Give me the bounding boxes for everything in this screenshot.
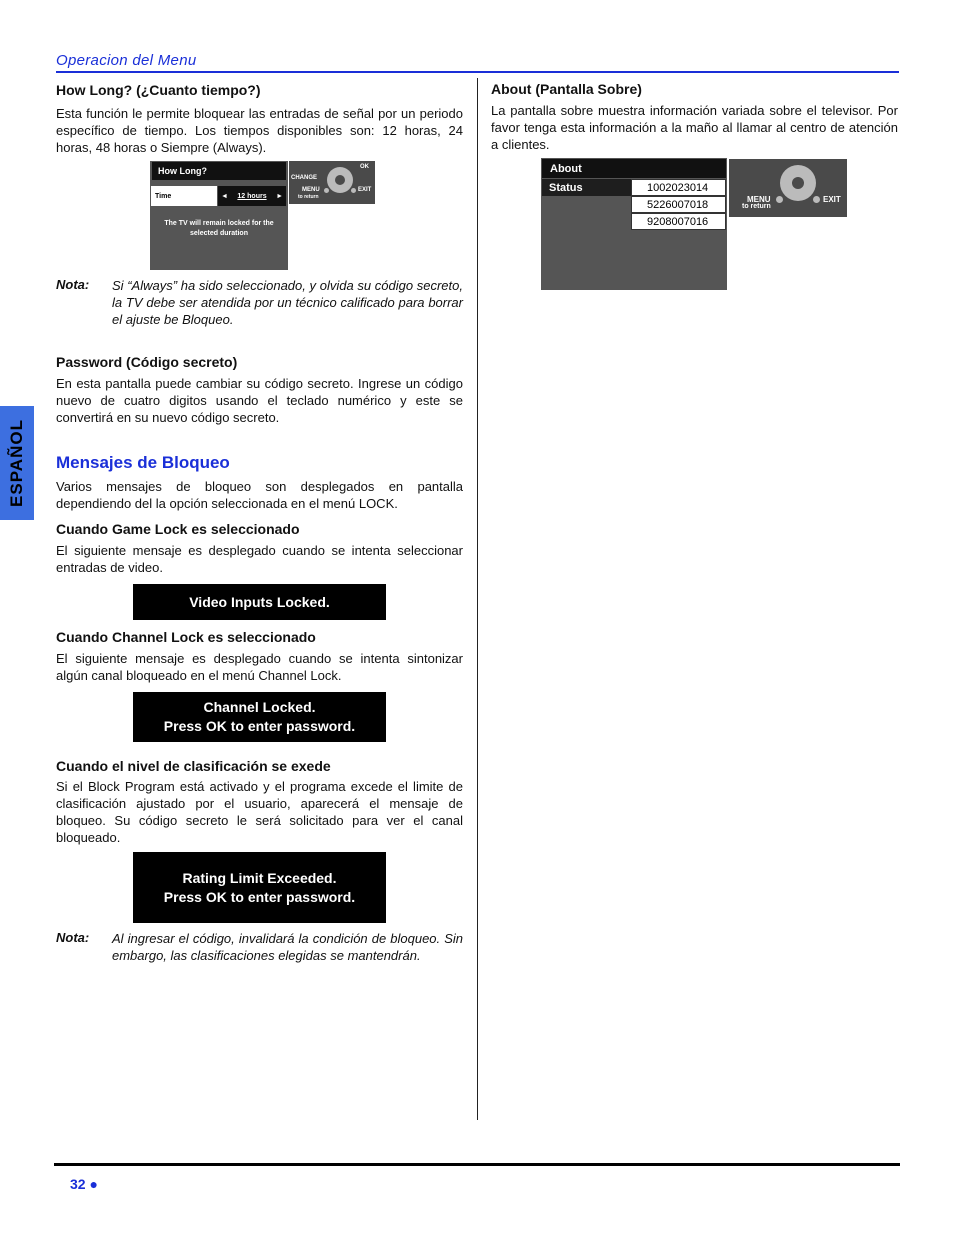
dpad-icon [327,167,353,193]
status-row-label: Status [542,179,631,196]
lock-duration-message: The TV will remain locked for the selected duration [164,220,274,237]
remote-guide-2 [729,159,847,217]
footer-rule [54,1163,900,1166]
menu-button-icon [776,196,783,203]
remote-guide-1 [289,161,375,204]
change-label: CHANGE [291,175,318,181]
page-number: 32 ● [70,1176,98,1192]
nota-1-label: Nota: [56,277,90,292]
to-return-label: to return [298,194,319,200]
video-inputs-locked-message [133,584,386,620]
rating-limit-message [133,852,386,923]
screen-title: How Long? [152,162,286,180]
ok-label: OK [360,164,369,170]
time-value-selector[interactable] [218,186,286,206]
channel-locked-message [133,692,386,742]
rating-body: Si el Block Program está activado y el programa excede el limite de clasificación ajustado por el usuario, aparecerá el mensaje de bloqueo. Su código secreto le será solicitado para ver el canal bloqueado. [56,779,463,845]
rating-limit-line2: Press OK to enter password. [163,888,356,905]
channel-locked-line1: Channel Locked. [203,699,316,715]
menu-label: MENU [747,195,771,204]
channel-lock-body: El siguiente mensaje es desplegado cuando se intenta sintonizar algún canal bloqueado en el menú Channel Lock. [56,651,463,683]
password-body: En esta pantalla puede cambiar su código secreto. Ingrese un código nuevo de cuatro digitos usando el teclado numérico y este se convertirá en su nuevo código secreto. [56,376,463,425]
channel-locked-line2: Press OK to enter password. [163,718,356,734]
status-value-1: 1002023014 [631,179,726,196]
how-long-heading: How Long? (¿Cuanto tiempo?) [56,82,261,98]
about-body: La pantalla sobre muestra información variada sobre el televisor. Por favor tenga esta información a la maño al llamar al centro de atención a clientes. [491,103,898,152]
about-screen [541,158,727,290]
status-value-2: 5226007018 [631,196,726,213]
mensajes-title: Mensajes de Bloqueo [56,453,230,472]
password-heading: Password (Código secreto) [56,354,238,370]
game-lock-body: El siguiente mensaje es desplegado cuando se intenta seleccionar entradas de video. [56,543,463,575]
video-inputs-locked-text: Video Inputs Locked. [189,593,330,610]
column-divider [477,78,478,1120]
arrow-right-icon: ► [276,192,283,200]
exit-button-icon [813,196,820,203]
language-side-tab [0,406,34,520]
rating-heading: Cuando el nivel de clasificación se exede [56,758,331,774]
game-lock-heading: Cuando Game Lock es seleccionado [56,521,300,537]
exit-button-icon [351,188,356,193]
mensajes-body: Varios mensajes de bloqueo son desplegados en pantalla dependiendo del la opción seleccionada en el menú LOCK. [56,479,463,511]
header-rule [56,71,899,73]
menu-button-icon [324,188,329,193]
about-heading: About (Pantalla Sobre) [491,81,642,97]
rating-limit-line1: Rating Limit Exceeded. [182,869,337,886]
dpad-icon [780,165,816,201]
time-value: 12 hours [237,192,267,200]
status-value-3: 9208007016 [631,213,726,230]
side-tab-label: ESPAÑOL [7,419,26,507]
about-screen-title: About [542,159,726,178]
arrow-left-icon: ◄ [221,192,228,200]
to-return-label: to return [742,203,771,210]
how-long-screen [150,161,288,270]
section-header: Operacion del Menu [56,52,197,69]
channel-lock-heading: Cuando Channel Lock es seleccionado [56,629,316,645]
nota-2-label: Nota: [56,930,90,945]
menu-label: MENU [302,187,320,193]
nota-1-text: Si “Always” ha sido seleccionado, y olvida su código secreto, la TV debe ser atendida por un técnico calificado para borrar el ajuste be Bloqueo. [112,278,463,327]
exit-label: EXIT [358,187,372,193]
nota-2-text: Al ingresar el código, invalidará la condición de bloqueo. Sin embargo, las clasificaciones elegidas se mantendrán. [112,931,463,963]
time-row-label: Time [151,186,217,206]
exit-label: EXIT [823,195,841,204]
how-long-body: Esta función le permite bloquear las entradas de señal por un periodo específico de tiempo. Los tiempos disponibles son: 12 horas, 24 horas, 48 horas o Siempre (Always). [56,106,463,155]
